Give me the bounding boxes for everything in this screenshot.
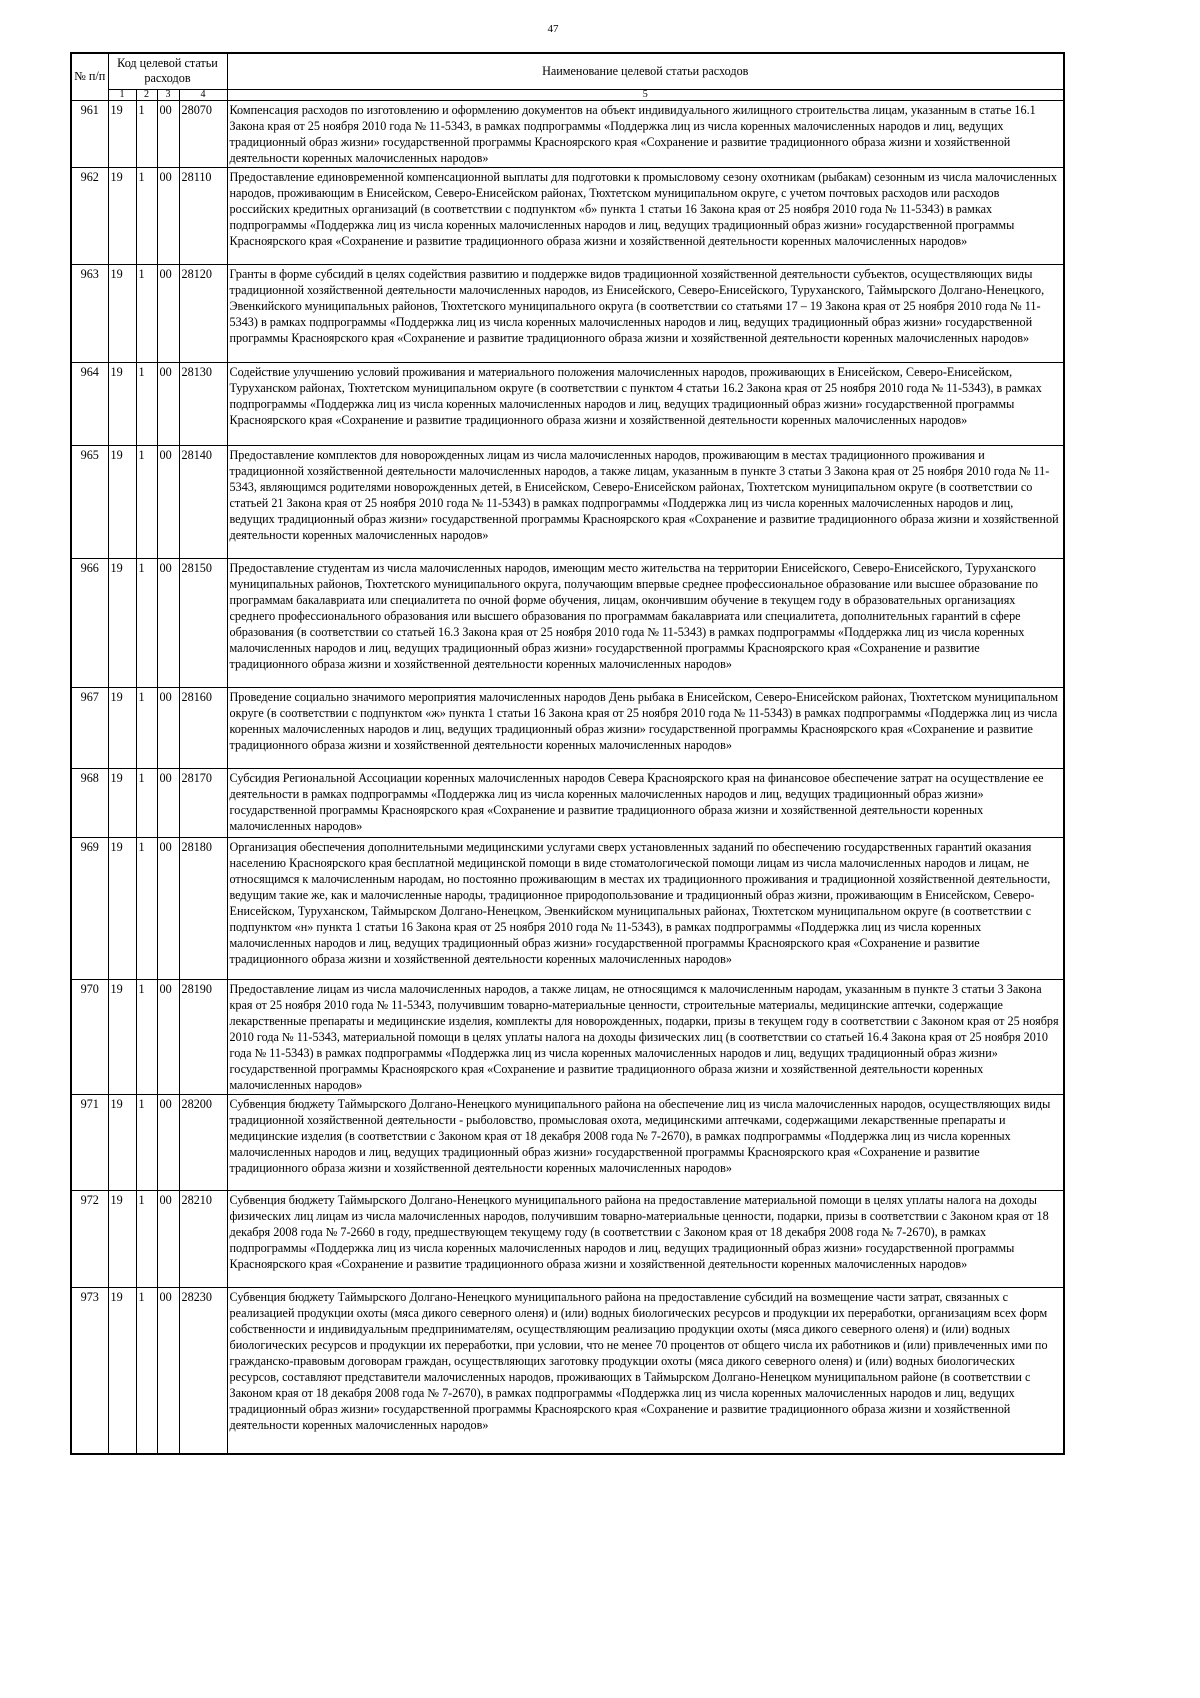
table-row (71, 837, 1064, 979)
name-cell: Предоставление комплектов для новорожденных лицам из числа малочисленных народов, проживающим в местах традиционного проживания и традиционной хозяйственной деятельности малочисленных народов, а также лицам, указанным в пункте 3 статьи 3 Закона края от 25 ноября 2010 года № 11-5343, являющимся родителями новорожденных детей, в Енисейском, Северо-Енисейском районах, Тюхтетском муниципальном округе (в соответствии со статьей 21 Закона края от 25 ноября 2010 года № 11-5343) в рамках подпрограммы «Поддержка лиц из числа коренных малочисленных народов и лиц, ведущих традиционный образ жизни» государственной программы Красноярского края «Сохранение и развитие традиционного образа жизни и хозяйственной деятельности коренных малочисленных народов» (227, 445, 1064, 558)
code-direction-cell: 28170 (179, 768, 227, 837)
code-direction-cell: 28210 (179, 1190, 227, 1287)
code-subprogram-cell: 1 (136, 687, 157, 768)
code-direction-cell: 28150 (179, 558, 227, 687)
code-part-cell: 00 (157, 687, 179, 768)
row-number-cell: 973 (71, 1287, 108, 1454)
table-row (71, 687, 1064, 768)
code-program-cell: 19 (108, 445, 136, 558)
code-direction-cell: 28120 (179, 264, 227, 362)
code-program-cell: 19 (108, 1287, 136, 1454)
code-program-cell: 19 (108, 979, 136, 1094)
row-number-cell: 971 (71, 1094, 108, 1190)
code-part-cell: 00 (157, 100, 179, 167)
code-program-cell: 19 (108, 1094, 136, 1190)
header-col-number: 4 (179, 89, 227, 100)
row-number-cell: 972 (71, 1190, 108, 1287)
code-part-cell: 00 (157, 979, 179, 1094)
code-program-cell: 19 (108, 768, 136, 837)
row-number-cell: 968 (71, 768, 108, 837)
code-part-cell: 00 (157, 558, 179, 687)
code-direction-cell: 28190 (179, 979, 227, 1094)
code-subprogram-cell: 1 (136, 362, 157, 445)
code-subprogram-cell: 1 (136, 1287, 157, 1454)
name-cell: Субвенция бюджету Таймырского Долгано-Ненецкого муниципального района на предоставление материальной помощи в целях уплаты налога на доходы физических лиц лицам из числа малочисленных народов, получившим товарно-материальные ценности, подарки, призы в соответствии с Законом края от 18 декабря 2008 года № 7-2660 в году, предшествующем текущему году (в соответствии с Законом края от 18 декабря 2008 года № 7-2670), в рамках подпрограммы «Поддержка лиц из числа коренных малочисленных народов и лиц, ведущих традиционный образ жизни» государственной программы Красноярского края «Сохранение и развитие традиционного образа жизни и хозяйственной деятельности коренных малочисленных народов» (227, 1190, 1064, 1287)
table-row (71, 1094, 1064, 1190)
table-row (71, 100, 1064, 167)
header-cell-name: Наименование целевой статьи расходов (227, 53, 1064, 89)
row-number-cell: 964 (71, 362, 108, 445)
table-row (71, 979, 1064, 1094)
code-part-cell: 00 (157, 1287, 179, 1454)
code-subprogram-cell: 1 (136, 167, 157, 264)
code-part-cell: 00 (157, 768, 179, 837)
row-number-cell: 965 (71, 445, 108, 558)
row-number-cell: 961 (71, 100, 108, 167)
code-subprogram-cell: 1 (136, 768, 157, 837)
name-cell: Организация обеспечения дополнительными медицинскими услугами сверх установленных заданий по обеспечению государственных гарантий оказания населению Красноярского края бесплатной медицинской помощи в виде стоматологической помощи лицам из числа малочисленных народов и лицам, не относящимся к малочисленным народам, но постоянно проживающим в местах их традиционного проживания и традиционной хозяйственной деятельности, ведущим такие же, как и малочисленные народы, традиционное природопользование и традиционный образ жизни, проживающим в Енисейском, Северо-Енисейском, Туруханском, Таймырском Долгано-Ненецком, Эвенкийском муниципальных районах, Тюхтетском муниципальном округе (в соответствии с подпунктом «н» пункта 1 статьи 16 Закона края от 25 ноября 2010 года № 11-5343), в рамках подпрограммы «Поддержка лиц из числа коренных малочисленных народов и лиц, ведущих традиционный образ жизни» государственной программы Красноярского края «Сохранение и развитие традиционного образа жизни и хозяйственной деятельности коренных малочисленных народов» (227, 837, 1064, 979)
row-number-cell: 966 (71, 558, 108, 687)
code-part-cell: 00 (157, 1190, 179, 1287)
table-row (71, 167, 1064, 264)
header-col-number: 1 (108, 89, 136, 100)
table-row (71, 768, 1064, 837)
budget-table (70, 52, 1065, 1455)
code-program-cell: 19 (108, 687, 136, 768)
code-subprogram-cell: 1 (136, 100, 157, 167)
code-direction-cell: 28160 (179, 687, 227, 768)
header-cell-num: № п/п (71, 53, 108, 100)
code-program-cell: 19 (108, 558, 136, 687)
code-program-cell: 19 (108, 100, 136, 167)
code-program-cell: 19 (108, 362, 136, 445)
code-part-cell: 00 (157, 445, 179, 558)
row-number-cell: 967 (71, 687, 108, 768)
name-cell: Гранты в форме субсидий в целях содействия развитию и поддержке видов традиционной хозяйственной деятельности субъектов, осуществляющих виды традиционной хозяйственной деятельности малочисленных народов, из Енисейского, Северо-Енисейского, Туруханского, Таймырского Долгано-Ненецкого, Эвенкийского муниципальных районов, Тюхтетского муниципального округа (в соответствии со статьями 17 – 19 Закона края от 25 ноября 2010 года № 11-5343) в рамках подпрограммы «Поддержка лиц из числа коренных малочисленных народов и лиц, ведущих традиционный образ жизни» государственной программы Красноярского края «Сохранение и развитие традиционного образа жизни и хозяйственной деятельности коренных малочисленных народов» (227, 264, 1064, 362)
code-direction-cell: 28230 (179, 1287, 227, 1454)
row-number-cell: 963 (71, 264, 108, 362)
code-program-cell: 19 (108, 1190, 136, 1287)
header-col-number: 5 (227, 89, 1064, 100)
code-part-cell: 00 (157, 362, 179, 445)
table-row (71, 558, 1064, 687)
code-direction-cell: 28200 (179, 1094, 227, 1190)
code-part-cell: 00 (157, 264, 179, 362)
code-direction-cell: 28070 (179, 100, 227, 167)
row-number-cell: 962 (71, 167, 108, 264)
code-program-cell: 19 (108, 264, 136, 362)
row-number-cell: 969 (71, 837, 108, 979)
code-program-cell: 19 (108, 167, 136, 264)
name-cell: Содействие улучшению условий проживания и материального положения малочисленных народов, проживающих в Енисейском, Северо-Енисейском, Туруханском районах, Тюхтетском муниципальном округе (в соответствии с пунктом 4 статьи 16.2 Закона края от 25 ноября 2010 года № 11-5343), в рамках подпрограммы «Поддержка лиц из числа коренных малочисленных народов и лиц, ведущих традиционный образ жизни» государственной программы Красноярского края «Сохранение и развитие традиционного образа жизни и хозяйственной деятельности коренных малочисленных народов» (227, 362, 1064, 445)
code-direction-cell: 28140 (179, 445, 227, 558)
code-part-cell: 00 (157, 167, 179, 264)
table-row (71, 264, 1064, 362)
header-col-number: 2 (136, 89, 157, 100)
name-cell: Компенсация расходов по изготовлению и оформлению документов на объект индивидуального жилищного строительства лицам, указанным в статье 16.1 Закона края от 25 ноября 2010 года № 11-5343, в рамках подпрограммы «Поддержка лиц из числа коренных малочисленных народов и лиц, ведущих традиционный образ жизни» государственной программы Красноярского края «Сохранение и развитие традиционного образа жизни и хозяйственной деятельности коренных малочисленных народов» (227, 100, 1064, 167)
table-column-numbers-row (71, 89, 1064, 100)
code-subprogram-cell: 1 (136, 1190, 157, 1287)
code-direction-cell: 28110 (179, 167, 227, 264)
table-row (71, 445, 1064, 558)
header-cell-code: Код целевой статьи расходов (108, 53, 227, 89)
code-program-cell: 19 (108, 837, 136, 979)
table-header-row (71, 53, 1064, 89)
code-direction-cell: 28180 (179, 837, 227, 979)
name-cell: Субвенция бюджету Таймырского Долгано-Ненецкого муниципального района на предоставление субсидий на возмещение части затрат, связанных с реализацией продукции охоты (мяса дикого северного оленя) и (или) водных биологических ресурсов и продукции их переработки, организациям всех форм собственности и индивидуальным предпринимателям, осуществляющим реализацию продукции охоты (мяса дикого северного оленя) и (или) водных биологических ресурсов и продукции их переработки, при условии, что не менее 70 процентов от общего числа их работников и (или) привлеченных ими по гражданско-правовым договорам граждан, осуществляющих заготовку продукции охоты (мяса дикого северного оленя) и (или) водных биологических ресурсов, составляют представители малочисленных народов, проживающих в Таймырском Долгано-Ненецком муниципальном районе (в соответствии с Законом края от 18 декабря 2008 года № 7-2670), в рамках подпрограммы «Поддержка лиц из числа коренных малочисленных народов и лиц, ведущих традиционный образ жизни» государственной программы Красноярского края «Сохранение и развитие традиционного образа жизни и хозяйственной деятельности коренных малочисленных народов» (227, 1287, 1064, 1454)
code-subprogram-cell: 1 (136, 558, 157, 687)
code-part-cell: 00 (157, 837, 179, 979)
table-row (71, 1190, 1064, 1287)
header-col-number: 3 (157, 89, 179, 100)
code-subprogram-cell: 1 (136, 1094, 157, 1190)
name-cell: Предоставление студентам из числа малочисленных народов, имеющим место жительства на территории Енисейского, Северо-Енисейского, Туруханского муниципальных районов, Тюхтетского муниципального округа, получающим впервые среднее профессиональное образование или высшее образование по программам бакалавриата или специалитета по очной форме обучения, лицам, окончившим обучение в текущем году в образовательных организациях среднего профессионального образования или высшего образования по программам бакалавриата или специалитета, дополнительных гарантий в сфере образования (в соответствии со статьей 16.3 Закона края от 25 ноября 2010 года № 11-5343) в рамках подпрограммы «Поддержка лиц из числа коренных малочисленных народов и лиц, ведущих традиционный образ жизни» государственной программы Красноярского края «Сохранение и развитие традиционного образа жизни и хозяйственной деятельности коренных малочисленных народов» (227, 558, 1064, 687)
name-cell: Проведение социально значимого мероприятия малочисленных народов День рыбака в Енисейском, Северо-Енисейском районах, Тюхтетском муниципальном округе (в соответствии с подпунктом «ж» пункта 1 статьи 16 Закона края от 25 ноября 2010 года № 11-5343) в рамках подпрограммы «Поддержка лиц из числа коренных малочисленных народов и лиц, ведущих традиционный образ жизни» государственной программы Красноярского края «Сохранение и развитие традиционного образа жизни и хозяйственной деятельности коренных малочисленных народов» (227, 687, 1064, 768)
code-part-cell: 00 (157, 1094, 179, 1190)
code-subprogram-cell: 1 (136, 264, 157, 362)
name-cell: Предоставление единовременной компенсационной выплаты для подготовки к промысловому сезону охотникам (рыбакам) сезонным из числа малочисленных народов, проживающим в Енисейском, Северо-Енисейском районах, Тюхтетском муниципальном округе, с учетом почтовых расходов или расходов российских кредитных организаций (в соответствии с подпунктом «б» пункта 1 статьи 16 Закона края от 25 ноября 2010 года № 11-5343) в рамках подпрограммы «Поддержка лиц из числа коренных малочисленных народов и лиц, ведущих традиционный образ жизни» государственной программы Красноярского края «Сохранение и развитие традиционного образа жизни и хозяйственной деятельности коренных малочисленных народов» (227, 167, 1064, 264)
code-subprogram-cell: 1 (136, 445, 157, 558)
code-direction-cell: 28130 (179, 362, 227, 445)
table-row (71, 1287, 1064, 1454)
name-cell: Предоставление лицам из числа малочисленных народов, а также лицам, не относящимся к малочисленным народам, указанным в пункте 3 статьи 3 Закона края от 25 ноября 2010 года № 11-5343, получившим товарно-материальные ценности, строительные материалы, медицинские аптечки, содержащие лекарственные препараты и медицинские изделия, комплекты для новорожденных, подарки, призы в текущем году в соответствии с Законом края от 25 ноября 2010 года № 11-5343, материальной помощи в целях уплаты налога на доходы физических лиц (в соответствии со статьей 16.4 Закона края от 25 ноября 2010 года № 11-5343) в рамках подпрограммы «Поддержка лиц из числа коренных малочисленных народов и лиц, ведущих традиционный образ жизни» государственной программы Красноярского края «Сохранение и развитие традиционного образа жизни и хозяйственной деятельности коренных малочисленных народов» (227, 979, 1064, 1094)
page-number: 47 (547, 23, 559, 35)
row-number-cell: 970 (71, 979, 108, 1094)
code-subprogram-cell: 1 (136, 837, 157, 979)
name-cell: Субсидия Региональной Ассоциации коренных малочисленных народов Севера Красноярского края на финансовое обеспечение затрат на осуществление ее деятельности в рамках подпрограммы «Поддержка лиц из числа коренных малочисленных народов и лиц, ведущих традиционный образ жизни» государственной программы Красноярского края «Сохранение и развитие традиционного образа жизни и хозяйственной деятельности коренных малочисленных народов» (227, 768, 1064, 837)
code-subprogram-cell: 1 (136, 979, 157, 1094)
name-cell: Субвенция бюджету Таймырского Долгано-Ненецкого муниципального района на обеспечение лиц из числа малочисленных народов, осуществляющих виды традиционной хозяйственной деятельности - рыболовство, промысловая охота, медицинскими аптечками, содержащими лекарственные препараты и медицинские изделия (в соответствии с Законом края от 18 декабря 2008 года № 7-2670), в рамках подпрограммы «Поддержка лиц из числа коренных малочисленных народов и лиц, ведущих традиционный образ жизни» государственной программы Красноярского края «Сохранение и развитие традиционного образа жизни и хозяйственной деятельности коренных малочисленных народов» (227, 1094, 1064, 1190)
table-row (71, 362, 1064, 445)
